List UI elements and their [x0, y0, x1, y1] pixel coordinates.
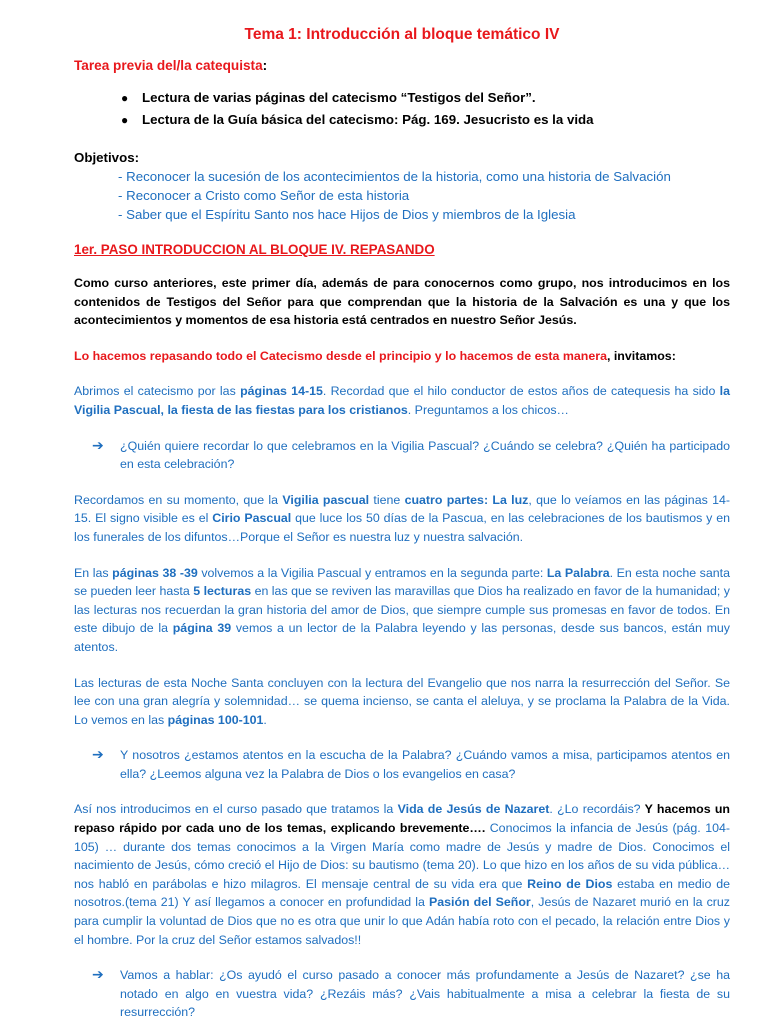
bullet-icon: ● — [121, 91, 129, 105]
tarea-heading — [74, 58, 730, 73]
page-title: Tema 1: Introducción al bloque temático IV — [244, 26, 560, 43]
paragraph-intro: Como curso anteriores, este primer día, además de para conocernos como grupo, nos introducimos en los contenidos de Testigos del Señor para que comprendan que la historia de la Salvación es una y que los acontecimientos y momentos de esa historia está centrados en nuestro Señor Jesús. — [74, 276, 730, 328]
list-item: - Saber que el Espíritu Santo nos hace Hijos de Dios y miembros de la Iglesia — [118, 207, 576, 222]
bullet-icon: ● — [121, 113, 129, 127]
paragraph-palabra: En las páginas 38 -39 volvemos a la Vigilia Pascual y entramos en la segunda parte: La Palabra. En esta noche santa se pueden leer hasta 5 lecturas en las que se reviven las maravillas que Dios ha realizado en favor de la humanidad; y las lecturas nos recuerdan la gran historia del amor de Dios, que siempre cumple sus promesas en favor de todos. En este dibujo de la página 39 vemos a un lector de la Palabra leyendo y las personas, desde sus bancos, están muy atentos. — [74, 565, 731, 654]
paragraph-evangelio: Las lecturas de esta Noche Santa concluyen con la lectura del Evangelio que nos narra la resurrección del Señor. Se lee con una gran alegría y solemnidad… se quema incienso, se canta el aleluya, y se proclama la Palabra de la Vida. Lo vemos en las páginas 100-101. — [74, 675, 730, 727]
paragraph-curso-pasado: Así nos introducimos en el curso pasado que tratamos la Vida de Jesús de Nazaret. ¿Lo recordáis? Y hacemos un repaso rápido por cada uno de los temas, explicando brevemente…. Conocimos la infancia de Jesús (pág. 104-105) … durante dos temas conocimos a la Virgen María como madre de Jesús y madre de Dios. Conocimos el nacimiento de Jesús, cómo creció el Hijo de Dios: su bautismo (tema 20). Lo que hizo en los años de su vida pública… nos habló en parábolas e hizo milagros. El mensaje central de su vida era que Reino de Dios estaba en medio de nosotros.(tema 21) Y así llegamos a conocer en profundidad la Pasión del Señor, Jesús de Nazaret murió en la cruz para cumplir la voluntad de Dios que no es otra que unir lo que Adán había roto con el pecado, la relación entre Dios y el hombre. Por la cruz del Señor estamos salvados!! — [74, 802, 731, 947]
paragraph-catecismo: Abrimos el catecismo por las páginas 14-15. Recordad que el hilo conductor de estos años de catequesis ha sido la Vigilia Pascual, la fiesta de las fiestas para los cristianos. Preguntamos a los chicos… — [74, 384, 730, 417]
objetivos-list — [74, 167, 730, 224]
question-item: ➔ Y nosotros ¿estamos atentos en la escucha de la Palabra? ¿Cuándo vamos a misa, participamos atentos en ella? ¿Leemos alguna vez la Palabra de Dios o los evangelios en casa? — [92, 746, 730, 781]
question-item: ➔ ¿Quién quiere recordar lo que celebramos en la Vigilia Pascual? ¿Cuándo se celebra? ¿Quién ha participado en esta celebración? — [92, 436, 730, 472]
tarea-label: Tarea previa del/la catequista — [74, 58, 263, 73]
objetivos-heading: Objetivos: — [74, 150, 140, 165]
arrow-right-icon: ➔ — [92, 966, 104, 983]
list-item: - Reconocer a Cristo como Señor de esta historia — [118, 188, 410, 203]
question-item: ➔ Vamos a hablar: ¿Os ayudó el curso pasado a conocer más profundamente a Jesús de Nazaret? ¿se ha notado en algo en vuestra vida? ¿Rezáis más? ¿Vais habitualmente a misa a celebrar la fiesta de su resurrección? — [92, 966, 730, 1020]
section-heading: 1er. PASO INTRODUCCION AL BLOQUE IV. REPASANDO — [74, 242, 435, 257]
reading-list — [74, 87, 730, 131]
paragraph-vigilia: Recordamos en su momento, que la Vigilia pascual tiene cuatro partes: La luz, que lo veíamos en las páginas 14-15. El signo visible es el Cirio Pascual que luce los 50 días de la Pascua, en las celebraciones de los bautismos y en los funerales de los difuntos…Porque el Señor es nuestra luz y nuestra salvación. — [74, 492, 731, 544]
tarea-colon: : — [262, 58, 268, 73]
list-item: ● Lectura de varias páginas del catecismo “Testigos del Señor”. — [121, 87, 730, 109]
arrow-right-icon: ➔ — [92, 436, 104, 453]
list-item: - Reconocer la sucesión de los acontecimientos de la historia, como una historia de Salvación — [118, 169, 671, 184]
arrow-right-icon: ➔ — [92, 746, 104, 763]
list-item: ● Lectura de la Guía básica del catecismo: Pág. 169. Jesucristo es la vida — [121, 109, 730, 131]
paragraph-method: Lo hacemos repasando todo el Catecismo desde el principio y lo hacemos de esta manera, invitamos: — [74, 348, 676, 363]
